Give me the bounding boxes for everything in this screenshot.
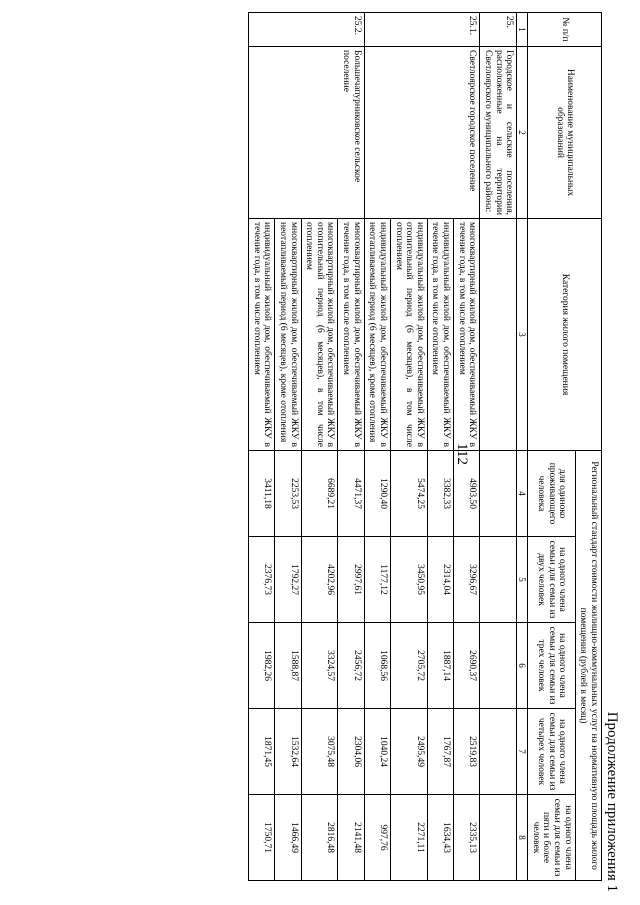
table-row xyxy=(427,13,453,881)
housing-standard-table xyxy=(248,12,602,881)
row-value: 997,76 xyxy=(364,795,390,881)
empty-cell xyxy=(480,451,517,537)
row-municipality: Светлоярское городское поселение xyxy=(454,47,480,219)
appendix-caption: Продолжение приложения 1 xyxy=(604,711,620,892)
row-municipality xyxy=(390,47,427,219)
row-value: 2495,49 xyxy=(390,709,427,795)
row-category: многоквартирный жилой дом, обеспечиваемый ЖКУ в отопительный период (6 месяцев), в том числе отоплением xyxy=(301,219,338,451)
row-value: 2456,72 xyxy=(338,623,364,709)
row-value: 3450,95 xyxy=(390,537,427,623)
row-value: 2271,11 xyxy=(390,795,427,881)
header-single: для одиноко проживающего человека xyxy=(528,451,576,537)
row-num: 25.2. xyxy=(338,13,364,47)
row-value: 2141,48 xyxy=(338,795,364,881)
row-num xyxy=(249,13,275,47)
row-municipality xyxy=(301,47,338,219)
section-num: 25. xyxy=(480,13,517,47)
empty-cell xyxy=(480,537,517,623)
empty-cell xyxy=(480,795,517,881)
row-municipality xyxy=(249,47,275,219)
page-number: 112 xyxy=(454,443,470,465)
row-value: 1040,24 xyxy=(364,709,390,795)
row-value: 1982,26 xyxy=(249,623,275,709)
row-value: 6689,21 xyxy=(301,451,338,537)
row-value: 2690,37 xyxy=(454,623,480,709)
row-value: 3382,33 xyxy=(427,451,453,537)
row-value: 1792,27 xyxy=(275,537,301,623)
table-row xyxy=(364,13,390,881)
table-row xyxy=(454,13,480,881)
row-value: 2314,04 xyxy=(427,537,453,623)
row-value: 2816,48 xyxy=(301,795,338,881)
row-value: 1466,49 xyxy=(275,795,301,881)
row-municipality: Большечапурниковское сельское поселение xyxy=(338,47,364,219)
column-number: 8 xyxy=(517,795,528,881)
row-value: 2335,13 xyxy=(454,795,480,881)
column-number: 6 xyxy=(517,623,528,709)
row-num xyxy=(275,13,301,47)
row-category: индивидуальный жилой дом, обеспечиваемый ЖКУ в неотапливаемый период (6 месяцев), кроме отопления xyxy=(364,219,390,451)
row-value: 1767,87 xyxy=(427,709,453,795)
table-row xyxy=(390,13,427,881)
row-num xyxy=(427,13,453,47)
header-five: на одного члена семьи для семьи из пяти и более человек xyxy=(528,795,576,881)
empty-cell xyxy=(480,219,517,451)
header-two: на одного члена семьи для семьи из двух человек xyxy=(528,537,576,623)
column-number: 3 xyxy=(517,219,528,451)
header-category: Категория жилого помещения xyxy=(528,219,602,451)
row-value: 1887,14 xyxy=(427,623,453,709)
row-value: 1177,12 xyxy=(364,537,390,623)
table-row xyxy=(338,13,364,881)
row-num: 25.1. xyxy=(454,13,480,47)
empty-cell xyxy=(480,709,517,795)
row-value: 3075,48 xyxy=(301,709,338,795)
row-value: 4471,37 xyxy=(338,451,364,537)
row-value: 2997,61 xyxy=(338,537,364,623)
rotated-content xyxy=(20,12,620,892)
row-value: 1588,87 xyxy=(275,623,301,709)
table-row xyxy=(249,13,275,881)
row-value: 2376,73 xyxy=(249,537,275,623)
empty-cell xyxy=(480,623,517,709)
header-three: на одного члена семьи для семьи из трех человек xyxy=(528,623,576,709)
header-num: № п/п xyxy=(528,13,602,47)
column-numbers-row xyxy=(517,13,528,881)
column-number: 7 xyxy=(517,709,528,795)
row-category: индивидуальный жилой дом, обеспечиваемый ЖКУ в течение года, в том числе отоплением xyxy=(249,219,275,451)
column-number: 5 xyxy=(517,537,528,623)
header-four: на одного члена семьи для семьи из четырех человек xyxy=(528,709,576,795)
table-row xyxy=(301,13,338,881)
row-category: многоквартирный жилой дом, обеспечиваемый ЖКУ в течение года, в том числе отоплением xyxy=(454,219,480,451)
row-municipality xyxy=(427,47,453,219)
section-name: Городское и сельские поселения, расположенные на территории Светлоярского муниципального района: xyxy=(480,47,517,219)
section-row xyxy=(480,13,517,881)
row-municipality xyxy=(275,47,301,219)
column-number: 1 xyxy=(517,13,528,47)
row-category: индивидуальный жилой дом, обеспечиваемый ЖКУ в отопительный период (6 месяцев), в том числе отоплением xyxy=(390,219,427,451)
row-value: 1532,64 xyxy=(275,709,301,795)
row-value: 1750,71 xyxy=(249,795,275,881)
header-name: Наименование муниципальных образований xyxy=(528,47,602,219)
row-municipality xyxy=(364,47,390,219)
row-value: 2304,06 xyxy=(338,709,364,795)
row-value: 1068,56 xyxy=(364,623,390,709)
row-value: 3411,18 xyxy=(249,451,275,537)
header-standard: Региональный стандарт стоимости жилищно-коммунальных услуг на нормативную площадь жилого помещения (рублей в месяц) xyxy=(575,451,601,881)
column-number: 2 xyxy=(517,47,528,219)
row-value: 2519,83 xyxy=(454,709,480,795)
row-value: 4202,96 xyxy=(301,537,338,623)
row-value: 1290,40 xyxy=(364,451,390,537)
row-value: 3324,57 xyxy=(301,623,338,709)
row-value: 3296,67 xyxy=(454,537,480,623)
row-value: 1871,45 xyxy=(249,709,275,795)
table-row xyxy=(275,13,301,881)
row-value: 2253,53 xyxy=(275,451,301,537)
row-num xyxy=(301,13,338,47)
row-num xyxy=(364,13,390,47)
row-value: 4903,50 xyxy=(454,451,480,537)
row-category: индивидуальный жилой дом, обеспечиваемый ЖКУ в течение года, в том числе отоплением xyxy=(427,219,453,451)
column-number: 4 xyxy=(517,451,528,537)
row-value: 5474,25 xyxy=(390,451,427,537)
row-category: многоквартирный жилой дом, обеспечиваемый ЖКУ в неотапливаемый период (6 месяцев), кроме отопления xyxy=(275,219,301,451)
row-category: многоквартирный жилой дом, обеспечиваемый ЖКУ в течение года, в том числе отоплением xyxy=(338,219,364,451)
row-num xyxy=(390,13,427,47)
row-value: 2705,72 xyxy=(390,623,427,709)
row-value: 1634,43 xyxy=(427,795,453,881)
